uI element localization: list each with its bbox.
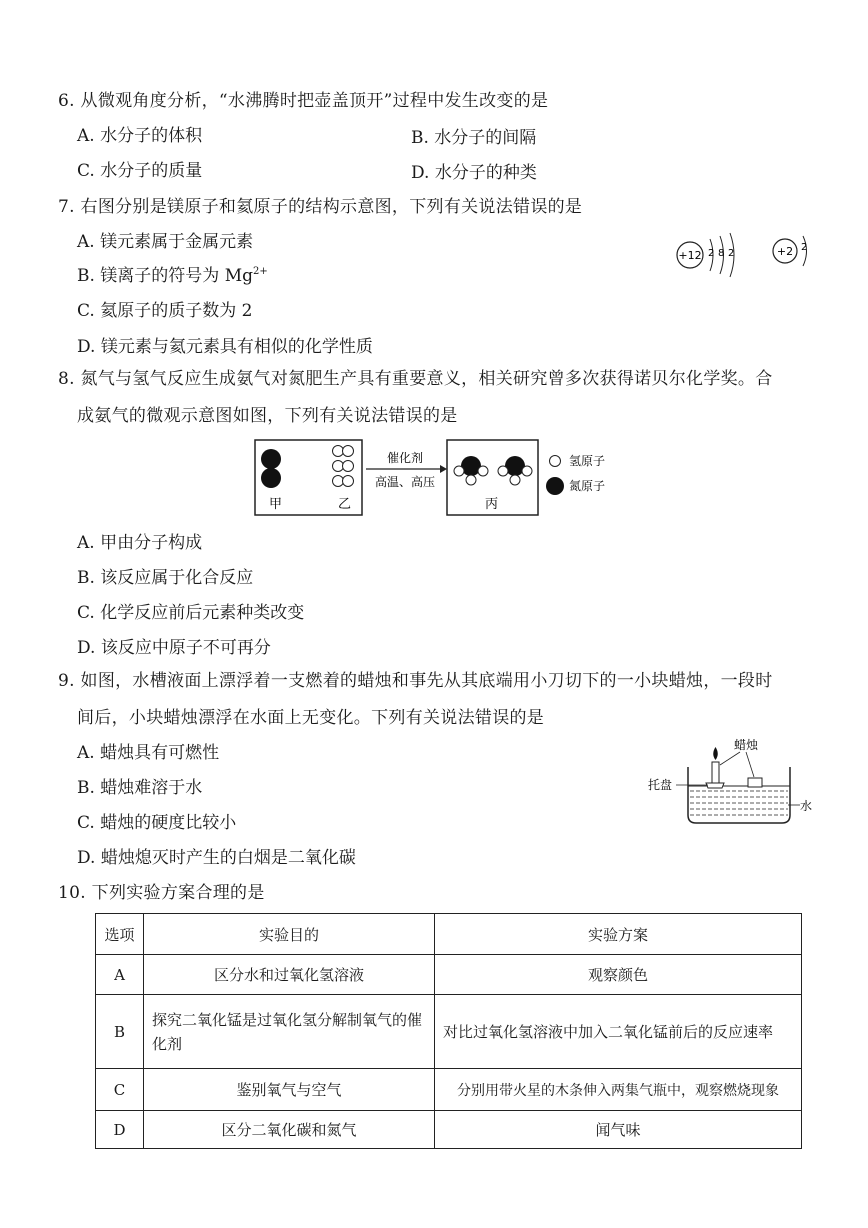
mg-shell-1: 2 bbox=[708, 248, 715, 259]
label-yi: 乙 bbox=[338, 497, 352, 512]
label-water: 水 bbox=[800, 799, 813, 813]
he-shell-1: 2 bbox=[801, 242, 808, 253]
q8-option-c: C. 化学反应前后元素种类改变 bbox=[77, 603, 305, 623]
q9-stem-line1: 9. 如图，水槽液面上漂浮着一支燃着的蜡烛和事先从其底端用小刀切下的一小块蜡烛，一段时 bbox=[58, 671, 773, 691]
q7-option-a: A. 镁元素属于金属元素 bbox=[77, 232, 254, 252]
small-candle-piece bbox=[748, 778, 762, 787]
q6-option-a: A. 水分子的体积 bbox=[77, 126, 203, 146]
table-row bbox=[96, 995, 802, 1069]
row-option: D bbox=[96, 1111, 144, 1149]
q6-option-c: C. 水分子的质量 bbox=[77, 161, 203, 181]
row-plan: 对比过氧化氢溶液中加入二氧化锰前后的反应速率 bbox=[435, 995, 802, 1069]
label-tray: 托盘 bbox=[648, 778, 673, 792]
legend-nitrogen-icon bbox=[546, 477, 564, 495]
q6-option-d: D. 水分子的种类 bbox=[411, 163, 537, 183]
q10-stem: 10. 下列实验方案合理的是 bbox=[58, 883, 265, 903]
row-goal: 探究二氧化锰是过氧化氢分解制氧气的催化剂 bbox=[144, 995, 435, 1069]
legend-nitrogen-label: 氮原子 bbox=[569, 479, 606, 493]
mg-nucleus-label: +12 bbox=[678, 249, 702, 262]
mg-atom-diagram bbox=[677, 233, 734, 277]
q9-stem-line2: 间后，小块蜡烛漂浮在水面上无变化。下列有关说法错误的是 bbox=[77, 708, 545, 728]
q7-option-d: D. 镁元素与氦元素具有相似的化学性质 bbox=[77, 337, 373, 357]
q8-option-b: B. 该反应属于化合反应 bbox=[77, 568, 254, 588]
water bbox=[690, 791, 788, 815]
row-goal: 鉴别氧气与空气 bbox=[144, 1069, 435, 1111]
row-plan: 分别用带火星的木条伸入两集气瓶中，观察燃烧现象 bbox=[435, 1069, 802, 1111]
q7-option-c: C. 氦原子的质子数为 2 bbox=[77, 301, 253, 321]
mg-shell-3: 2 bbox=[728, 248, 735, 259]
q8-stem-line1: 8. 氮气与氢气反应生成氨气对氮肥生产具有重要意义，相关研究曾多次获得诺贝尔化学奖。合 bbox=[58, 369, 773, 389]
flame-icon bbox=[713, 747, 718, 760]
row-plan: 闻气味 bbox=[435, 1111, 802, 1149]
table-row bbox=[96, 955, 802, 995]
q7-stem: 7. 右图分别是镁原子和氦原子的结构示意图，下列有关说法错误的是 bbox=[58, 197, 583, 217]
label-bing: 丙 bbox=[485, 497, 499, 512]
row-option: A bbox=[96, 955, 144, 995]
arrow-top-label: 催化剂 bbox=[386, 451, 424, 465]
label-candle: 蜡烛 bbox=[734, 738, 759, 752]
nitrogen-atom bbox=[261, 449, 281, 469]
hydrogen-atom bbox=[343, 461, 354, 472]
experiment-table bbox=[95, 913, 802, 1149]
tray bbox=[706, 783, 724, 788]
header-goal: 实验目的 bbox=[144, 914, 435, 955]
header-plan: 实验方案 bbox=[435, 914, 802, 955]
ammonia-synthesis-diagram bbox=[250, 436, 630, 520]
row-goal: 区分二氧化碳和氮气 bbox=[144, 1111, 435, 1149]
hydrogen-atom bbox=[343, 476, 354, 487]
q6-stem: 6. 从微观角度分析，“水沸腾时把壶盖顶开”过程中发生改变的是 bbox=[58, 91, 549, 111]
row-plan: 观察颜色 bbox=[435, 955, 802, 995]
he-nucleus-label: +2 bbox=[776, 245, 794, 258]
header-option: 选项 bbox=[96, 914, 144, 955]
q7-option-b: B. 镁离子的符号为 $Mg^{2+}$ bbox=[77, 266, 268, 286]
q9-option-a: A. 蜡烛具有可燃性 bbox=[77, 743, 220, 763]
label-jia: 甲 bbox=[269, 497, 283, 512]
hydrogen-atom bbox=[333, 461, 344, 472]
q9-option-c: C. 蜡烛的硬度比较小 bbox=[77, 813, 237, 833]
q8-option-d: D. 该反应中原子不可再分 bbox=[77, 638, 271, 658]
table-row bbox=[96, 1111, 802, 1149]
hydrogen-atom bbox=[333, 476, 344, 487]
he-atom-diagram bbox=[773, 236, 807, 266]
q9-option-d: D. 蜡烛熄灭时产生的白烟是二氧化碳 bbox=[77, 848, 356, 868]
ammonia-molecule bbox=[498, 456, 532, 485]
hydrogen-atom bbox=[333, 446, 344, 457]
q8-option-a: A. 甲由分子构成 bbox=[77, 533, 203, 553]
table-row bbox=[96, 1069, 802, 1111]
mg-shell-2: 8 bbox=[718, 248, 725, 259]
legend-hydrogen-icon bbox=[550, 456, 561, 467]
candle-water-tank-diagram bbox=[640, 735, 820, 830]
row-option: C bbox=[96, 1069, 144, 1111]
row-option: B bbox=[96, 995, 144, 1069]
row-goal: 区分水和过氧化氢溶液 bbox=[144, 955, 435, 995]
q6-option-b: B. 水分子的间隔 bbox=[411, 128, 537, 148]
hydrogen-atom bbox=[343, 446, 354, 457]
arrow-bottom-label: 高温、高压 bbox=[374, 475, 436, 489]
atom-structure-diagram bbox=[670, 228, 820, 284]
candle bbox=[712, 762, 719, 783]
water-tank bbox=[688, 767, 790, 823]
mg-ion-charge: 2+ bbox=[253, 266, 268, 277]
legend-hydrogen-label: 氢原子 bbox=[569, 454, 606, 468]
ammonia-molecule bbox=[454, 456, 488, 485]
nitrogen-atom bbox=[261, 468, 281, 488]
q8-stem-line2: 成氨气的微观示意图如图，下列有关说法错误的是 bbox=[77, 406, 458, 426]
table-header-row bbox=[96, 914, 802, 955]
q9-option-b: B. 蜡烛难溶于水 bbox=[77, 778, 203, 798]
